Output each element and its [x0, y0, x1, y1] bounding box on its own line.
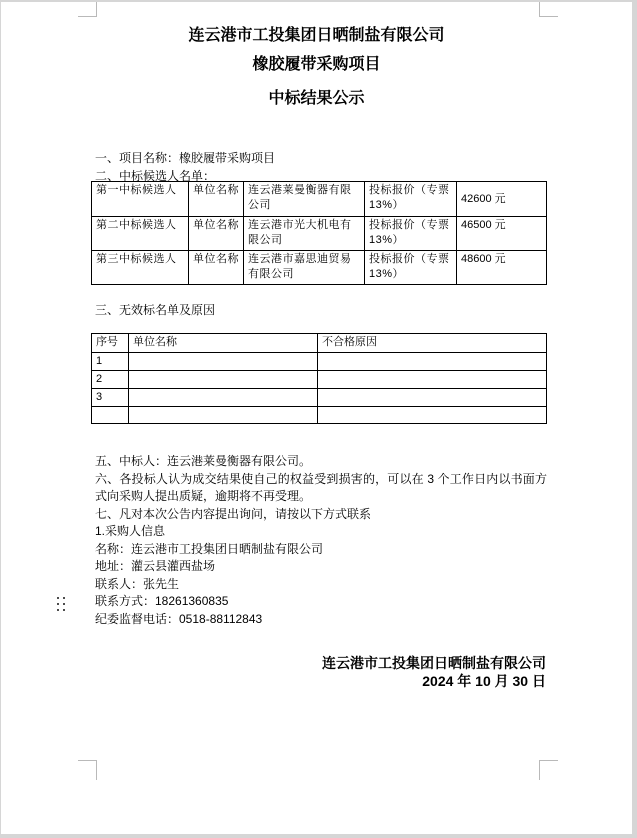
- seq-cell: 1: [92, 353, 129, 371]
- unit-label-cell: 单位名称: [189, 217, 244, 251]
- unit-cell: [129, 389, 318, 407]
- invalid-row-3: [92, 389, 547, 407]
- seq-cell: 3: [92, 389, 129, 407]
- unit-cell: [129, 407, 318, 424]
- contact-discipline-phone: 纪委监督电话：0518-88112843: [95, 611, 263, 626]
- seq-cell: [92, 407, 129, 424]
- invalid-table-header-row: [92, 334, 547, 353]
- candidates-table: [91, 181, 547, 285]
- unit-label-cell: 单位名称: [189, 251, 244, 285]
- candidate-row-2: [92, 217, 547, 251]
- reason-cell: [318, 389, 547, 407]
- candidate-price-cell: 46500 元: [457, 217, 547, 251]
- invalid-row-4: [92, 407, 547, 424]
- col-header-reason: 不合格原因: [318, 334, 547, 353]
- contact-person: 联系人：张先生: [95, 576, 180, 591]
- invalid-row-1: [92, 353, 547, 371]
- candidate-price-cell: 48600 元: [457, 251, 547, 285]
- candidate-rank-cell: 第三中标候选人: [92, 251, 189, 285]
- section-winner: 五、中标人：连云港莱曼衡器有限公司。: [95, 454, 312, 468]
- candidate-rank-cell: 第二中标候选人: [92, 217, 189, 251]
- invalid-bids-table: [91, 333, 547, 424]
- section-candidates-heading: 二、中标候选人名单：: [95, 168, 216, 183]
- candidate-rank-cell: 第一中标候选人: [92, 182, 189, 217]
- doc-title-project: 橡胶履带采购项目: [252, 56, 381, 73]
- candidate-price-cell: 42600 元: [457, 182, 547, 217]
- unit-cell: [129, 353, 318, 371]
- footer-date: 2024 年 10 月 30 日: [422, 673, 546, 689]
- quote-label-cell: 投标报价（专票 13%）: [365, 182, 457, 217]
- reason-cell: [318, 353, 547, 371]
- crop-mark-bottom-right: [539, 760, 540, 780]
- reason-cell: [318, 371, 547, 389]
- document-page[interactable]: [1, 2, 632, 834]
- section-objection: 六、各投标人认为成交结果使自己的权益受到损害的，可以在 3 个工作日内以书面方式向采购人提出质疑，逾期将不再受理。: [95, 471, 547, 503]
- candidate-row-1: [92, 182, 547, 217]
- crop-mark-bottom-left: [78, 760, 97, 761]
- section-project-name: 一、项目名称：橡胶履带采购项目: [95, 151, 276, 165]
- candidate-company-cell: 连云港市光大机电有限公司: [244, 217, 365, 251]
- footer-company-signature: 连云港市工投集团日晒制盐有限公司: [322, 655, 546, 671]
- reason-cell: [318, 407, 547, 424]
- section-inquiry: 七、凡对本次公告内容提出询问，请按以下方式联系: [95, 506, 372, 521]
- crop-mark-top-right: [539, 2, 540, 16]
- col-header-seq: 序号: [92, 334, 129, 353]
- doc-title-company: 连云港市工投集团日晒制盐有限公司: [188, 27, 445, 44]
- unit-cell: [129, 371, 318, 389]
- contact-name: 名称：连云港市工投集团日晒制盐有限公司: [95, 541, 324, 556]
- col-header-unit: 单位名称: [129, 334, 318, 353]
- section-block-bottom: [95, 453, 547, 628]
- quote-label-cell: 投标报价（专票 13%）: [365, 251, 457, 285]
- anchor-dots-handle[interactable]: [57, 597, 65, 611]
- crop-mark-bottom-left: [96, 760, 97, 780]
- candidate-row-3: [92, 251, 547, 285]
- seq-cell: 2: [92, 371, 129, 389]
- unit-label-cell: 单位名称: [189, 182, 244, 217]
- contact-phone: 联系方式：18261360835: [95, 594, 229, 608]
- crop-mark-top-left: [78, 16, 97, 17]
- invalid-row-2: [92, 371, 547, 389]
- candidate-company-cell: 连云港市嘉思迪贸易有限公司: [244, 251, 365, 285]
- section-block-top: [95, 150, 547, 185]
- crop-mark-top-right: [539, 16, 558, 17]
- purchaser-info-heading: 1.采购人信息: [95, 524, 166, 538]
- contact-address: 地址：灌云县灌西盐场: [95, 559, 216, 573]
- crop-mark-top-left: [96, 2, 97, 16]
- section-invalid-heading: 三、无效标名单及原因: [95, 303, 216, 317]
- crop-mark-bottom-right: [539, 760, 558, 761]
- doc-title-announcement: 中标结果公示: [268, 90, 365, 107]
- candidate-company-cell: 连云港莱曼衡器有限公司: [244, 182, 365, 217]
- quote-label-cell: 投标报价（专票 13%）: [365, 217, 457, 251]
